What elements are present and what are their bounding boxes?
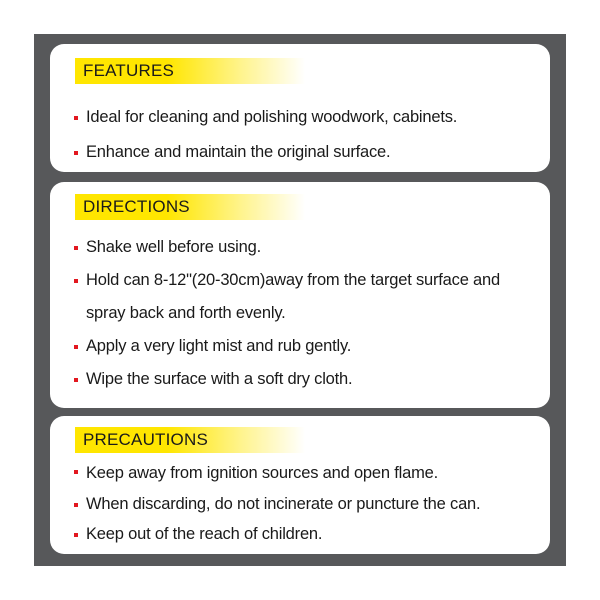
bullet-icon bbox=[74, 470, 78, 474]
features-item-2-text: Enhance and maintain the original surface. bbox=[86, 143, 391, 161]
features-title: FEATURES bbox=[83, 61, 175, 80]
directions-card bbox=[50, 182, 550, 408]
precautions-header bbox=[75, 427, 305, 453]
directions-item-2-text: Hold can 8-12"(20-30cm)away from the target surface and bbox=[86, 271, 500, 289]
precautions-title: PRECAUTIONS bbox=[83, 430, 208, 449]
directions-title: DIRECTIONS bbox=[83, 197, 190, 216]
bullet-icon bbox=[74, 279, 78, 283]
precautions-card bbox=[50, 416, 550, 554]
directions-item-1-text: Shake well before using. bbox=[86, 238, 261, 256]
directions-item-3-text: Apply a very light mist and rub gently. bbox=[86, 337, 352, 355]
directions-header bbox=[75, 194, 305, 220]
precautions-item-1-text: Keep away from ignition sources and open flame. bbox=[86, 464, 438, 482]
bullet-icon bbox=[74, 378, 78, 382]
bullet-icon bbox=[74, 116, 78, 120]
bullet-icon bbox=[74, 345, 78, 349]
features-card bbox=[50, 44, 550, 172]
precautions-item-2-text: When discarding, do not incinerate or puncture the can. bbox=[86, 495, 481, 513]
features-item-1-text: Ideal for cleaning and polishing woodwork, cabinets. bbox=[86, 108, 458, 126]
bullet-icon bbox=[74, 246, 78, 250]
features-header bbox=[75, 58, 305, 84]
bullet-icon bbox=[74, 151, 78, 155]
directions-item-2-continuation: spray back and forth evenly. bbox=[86, 304, 286, 322]
directions-item-4-text: Wipe the surface with a soft dry cloth. bbox=[86, 370, 353, 388]
bullet-icon bbox=[74, 533, 78, 537]
precautions-item-3-text: Keep out of the reach of children. bbox=[86, 525, 323, 543]
bullet-icon bbox=[74, 503, 78, 507]
